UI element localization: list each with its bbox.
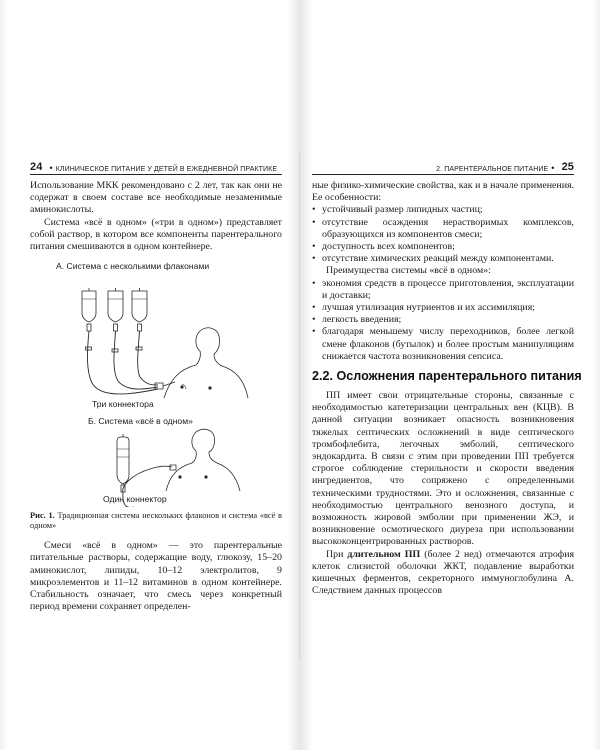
paragraph-all-in-one: Система «всё в одном» («три в одном») представляет собой раствор, в котором все компоненты парентерального питания смешиваются в одном контейнере. <box>30 216 282 253</box>
figure-connector-b: Один коннектор <box>103 494 167 505</box>
single-bag <box>117 434 129 484</box>
figure-caption <box>30 511 282 531</box>
infusion-illustration <box>30 261 282 507</box>
paragraph-continuation: ные физико-химические свойства, как и в начале применения. Ее особенности: <box>312 180 574 204</box>
paragraph-mixtures: Смеси «всё в одном» — это парентеральные питательные растворы, содержащие воду, глюкозу, 15–20 аминокислот, липиды, 10–12 электролитов, 9 микроэлементов и 11–12 витаминов в одном контейнере. Стабильность означает, что смесь через конкретный период времени сохраняет определен- <box>30 540 282 613</box>
figure-infusion-systems <box>30 261 282 507</box>
figure-label-b: Б. Система «всё в одном» <box>88 416 193 427</box>
right-page <box>312 0 582 750</box>
caption-label: Рис. 1. <box>30 511 55 521</box>
list-item: • доступность всех компонентов; <box>312 241 574 253</box>
left-page-body <box>30 180 282 613</box>
left-running-header <box>30 160 282 175</box>
section-heading: 2.2. Осложнения парентерального питания <box>312 369 582 384</box>
paragraph-complications: ПП имеет свои отрицательные стороны, связанные с необходимостью катетеризации центральных вен (КЦВ). В данной ситуации возникает опасность возникновения тяжелых септических осложнений в виде септического тромбофлебита, легочных эмболий, септического эндокардита. В связи с этим при проведении ПП требуется строгое соблюдение стерильности и скорости введения ингредиентов, что сопряжено с определенными техническими трудностями. Это и осложнения, связанные с необходимостью центрального венозного доступа, и возможность жировой эмболии при применении ЖЭ, и возникновение осмотического диуреза при использовании высококонцентрированных растворов. <box>312 390 574 548</box>
list-item: • благодаря меньшему числу переходников, более легкой смене флаконов (бутылок) и более простым манипуляциям снижается частота возникновения сепсиса. <box>312 326 574 363</box>
list-item: • устойчивый размер липидных частиц; <box>312 204 574 216</box>
right-page-number: 25 <box>561 161 574 173</box>
list-item: • экономия средств в процессе приготовления, эксплуатации и доставки; <box>312 278 574 302</box>
features-list <box>312 204 574 265</box>
right-running-header <box>312 160 574 175</box>
list-item: • лучшая утилизация нутриентов и их ассимиляция; <box>312 302 574 314</box>
bottle-1 <box>82 288 96 322</box>
bottle-2 <box>108 288 123 322</box>
list-item: • легкость введения; <box>312 314 574 326</box>
right-running-head: 2. ПАРЕНТЕРАЛЬНОЕ ПИТАНИЕ <box>436 166 549 173</box>
bold-term: длительном ПП <box>347 548 421 560</box>
right-page-body <box>312 180 582 598</box>
figure-label-a: А. Система с несколькими флаконами <box>56 261 210 272</box>
advantages-list <box>312 278 574 363</box>
rest-text: (более 2 нед) отмечаются атрофия клеток слизистой оболочки ЖКТ, подавление выработки кишечных ферментов, секреторного иммуноглобулина А. Следствием данных процессов <box>312 548 575 597</box>
figure-connector-a: Три коннектора <box>92 399 154 410</box>
bottle-3 <box>132 288 147 322</box>
left-page <box>30 0 282 750</box>
header-bullet: • <box>551 163 555 173</box>
book-gutter <box>299 150 300 660</box>
paragraph-long-term <box>312 549 574 598</box>
advantages-intro: Преимущества системы «всё в одном»: <box>326 265 491 277</box>
list-item: • отсутствие осаждения нерастворимых комплексов, образующихся из компонентов смеси; <box>312 217 574 241</box>
caption-text: Традиционная система нескольких флаконов и система «всё в одном» <box>30 511 283 531</box>
list-item: • отсутствие химических реакций между компонентами. <box>312 253 574 265</box>
lead-text: При <box>326 548 348 560</box>
left-page-number: 24 <box>30 161 43 173</box>
left-running-head: КЛИНИЧЕСКОЕ ПИТАНИЕ У ДЕТЕЙ В ЕЖЕДНЕВНОЙ ПРАКТИКЕ <box>55 166 278 173</box>
paragraph-mkk: Использование МКК рекомендовано с 2 лет, так как они не содержат в своем составе все необходимые незаменимые аминокислоты. <box>30 180 282 216</box>
header-bullet: • <box>49 163 53 173</box>
